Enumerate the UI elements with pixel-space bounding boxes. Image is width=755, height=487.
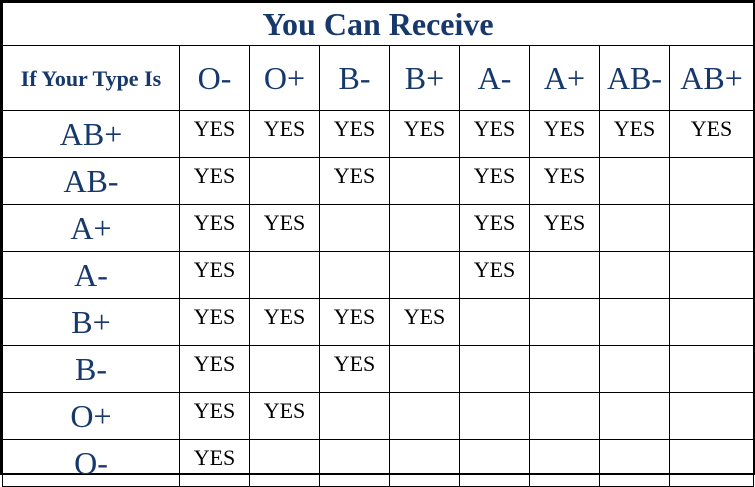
column-header: AB+ <box>670 46 754 111</box>
table-cell: YES <box>460 111 530 158</box>
table-row <box>3 252 754 299</box>
table-cell: YES <box>530 205 600 252</box>
table-cell <box>460 440 530 487</box>
table-cell <box>530 440 600 487</box>
table-cell: YES <box>180 252 250 299</box>
table-cell <box>390 252 460 299</box>
row-header: O- <box>3 440 180 487</box>
table-row <box>3 158 754 205</box>
table-cell <box>530 346 600 393</box>
table-cell <box>670 393 754 440</box>
table-cell: YES <box>180 346 250 393</box>
table-cell: YES <box>180 111 250 158</box>
column-header: B+ <box>390 46 460 111</box>
table-cell <box>670 299 754 346</box>
table-cell <box>390 205 460 252</box>
table-cell <box>600 205 670 252</box>
table-cell <box>320 205 390 252</box>
row-header: B+ <box>3 299 180 346</box>
column-header: O- <box>180 46 250 111</box>
table-cell <box>670 158 754 205</box>
row-header-label: If Your Type Is <box>3 46 180 111</box>
table-cell <box>390 393 460 440</box>
table-row <box>3 346 754 393</box>
table-cell <box>320 440 390 487</box>
table-cell <box>530 252 600 299</box>
table-cell <box>250 440 320 487</box>
table-cell <box>250 346 320 393</box>
table-cell <box>460 393 530 440</box>
row-header: A- <box>3 252 180 299</box>
table-cell: YES <box>530 111 600 158</box>
table-cell <box>320 393 390 440</box>
table-cell <box>600 252 670 299</box>
row-header: O+ <box>3 393 180 440</box>
table-row <box>3 111 754 158</box>
table-cell <box>600 346 670 393</box>
table-cell <box>530 299 600 346</box>
column-header-row <box>3 46 754 111</box>
table-cell <box>600 393 670 440</box>
table-cell: YES <box>460 158 530 205</box>
table-row <box>3 299 754 346</box>
table-cell <box>320 252 390 299</box>
table-cell <box>250 252 320 299</box>
table-cell: YES <box>320 111 390 158</box>
table-cell: YES <box>320 158 390 205</box>
table-cell: YES <box>670 111 754 158</box>
column-header: A+ <box>530 46 600 111</box>
table-cell <box>530 393 600 440</box>
table-cell <box>250 158 320 205</box>
table-cell: YES <box>600 111 670 158</box>
table-cell: YES <box>390 111 460 158</box>
column-header: A- <box>460 46 530 111</box>
table-cell <box>390 158 460 205</box>
table-cell: YES <box>320 346 390 393</box>
table-cell <box>390 346 460 393</box>
row-header: B- <box>3 346 180 393</box>
table-cell: YES <box>180 205 250 252</box>
column-header: B- <box>320 46 390 111</box>
table-cell <box>670 205 754 252</box>
table-cell: YES <box>180 158 250 205</box>
table-cell <box>670 346 754 393</box>
table-cell: YES <box>530 158 600 205</box>
row-header: AB+ <box>3 111 180 158</box>
table-cell <box>460 346 530 393</box>
table-cell <box>600 299 670 346</box>
table-cell <box>670 252 754 299</box>
table-cell: YES <box>320 299 390 346</box>
column-header: O+ <box>250 46 320 111</box>
column-header: AB- <box>600 46 670 111</box>
blood-compatibility-table <box>2 2 754 487</box>
table-cell <box>460 299 530 346</box>
table-cell <box>670 440 754 487</box>
table-row <box>3 393 754 440</box>
row-header: A+ <box>3 205 180 252</box>
row-header: AB- <box>3 158 180 205</box>
table-cell <box>600 158 670 205</box>
table-title: You Can Receive <box>3 3 754 46</box>
table-cell: YES <box>250 299 320 346</box>
table-cell: YES <box>250 205 320 252</box>
table-cell: YES <box>460 252 530 299</box>
table-row <box>3 440 754 487</box>
table-cell <box>600 440 670 487</box>
table-cell: YES <box>180 440 250 487</box>
table-cell: YES <box>250 111 320 158</box>
table-cell: YES <box>250 393 320 440</box>
table-cell: YES <box>180 299 250 346</box>
table-cell: YES <box>180 393 250 440</box>
table-cell: YES <box>390 299 460 346</box>
table-cell <box>390 440 460 487</box>
table-cell: YES <box>460 205 530 252</box>
table-row <box>3 205 754 252</box>
